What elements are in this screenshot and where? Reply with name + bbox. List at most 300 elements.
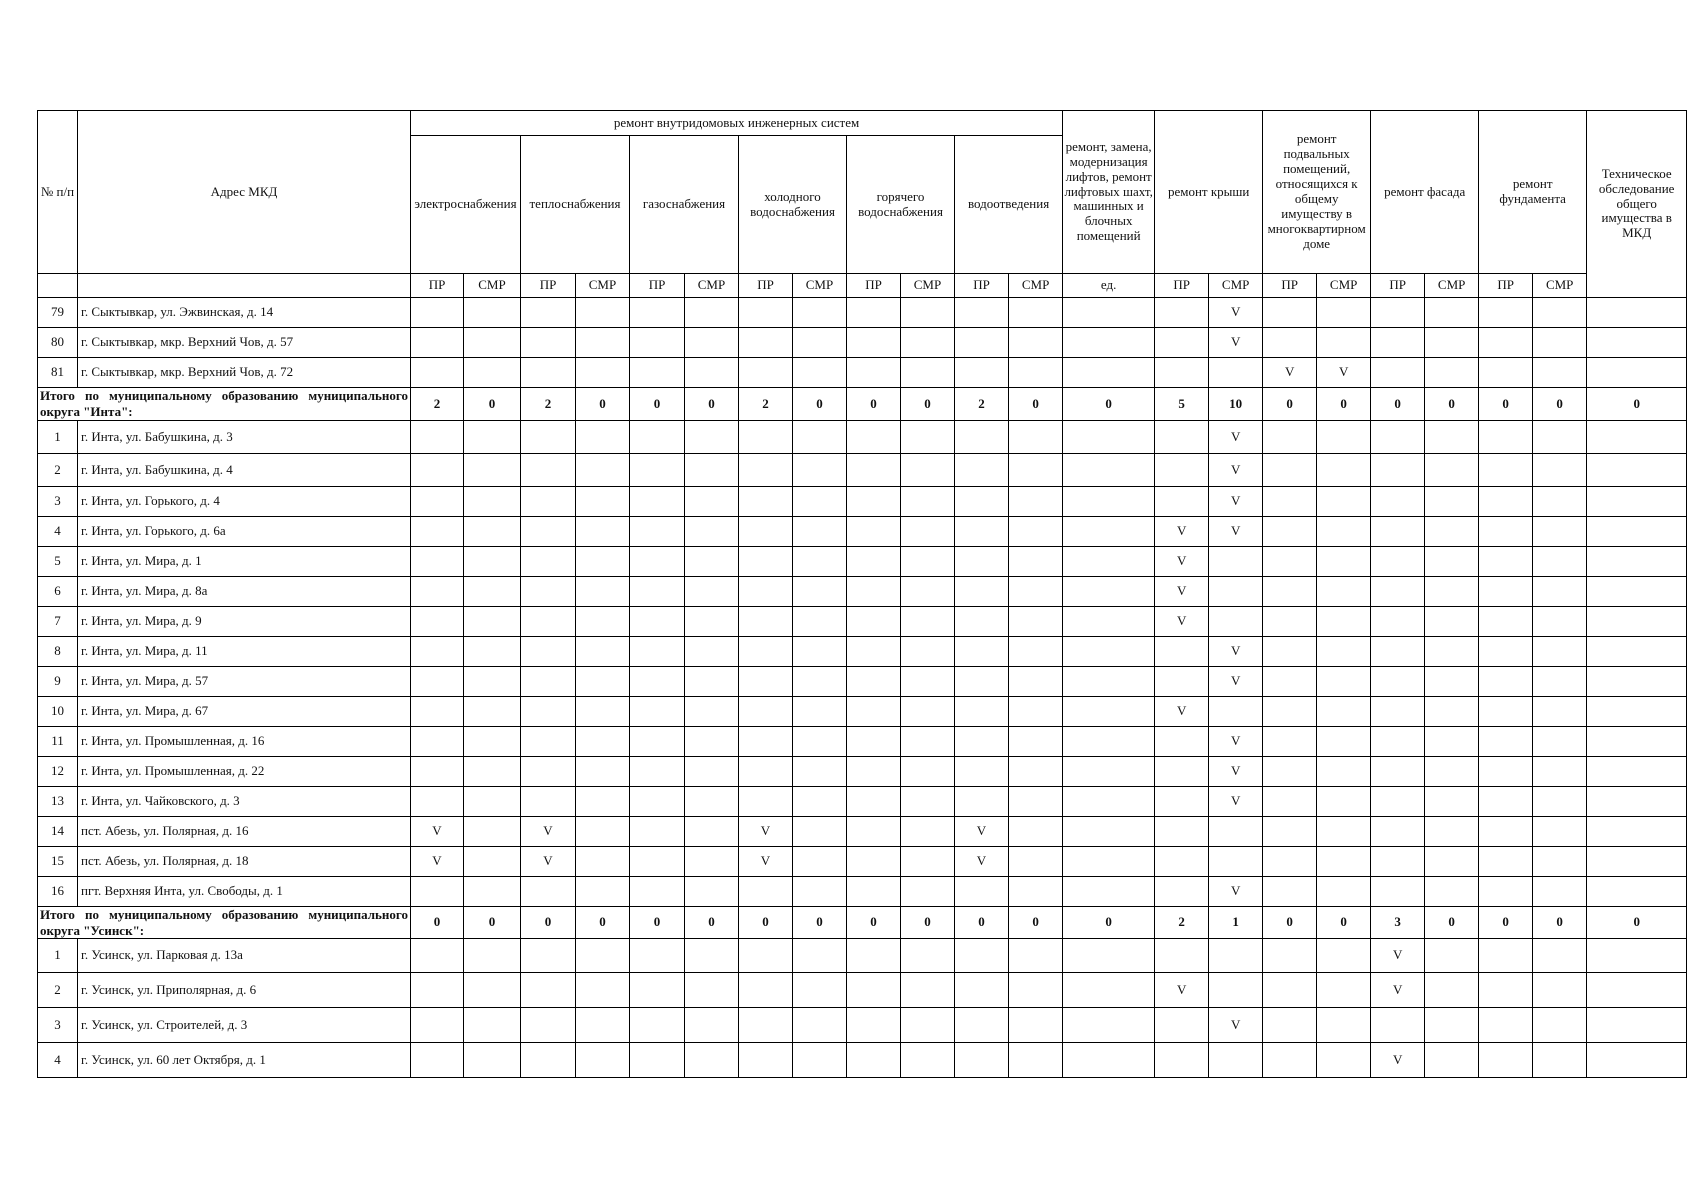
mark-cell bbox=[521, 577, 576, 607]
mark-cell bbox=[955, 757, 1009, 787]
sub-smr: СМР bbox=[1009, 274, 1063, 298]
mark-cell bbox=[685, 517, 739, 547]
mark-cell bbox=[630, 517, 685, 547]
mark-cell bbox=[576, 757, 630, 787]
mark-cell bbox=[1587, 727, 1687, 757]
mark-cell bbox=[521, 787, 576, 817]
mark-cell bbox=[1479, 358, 1533, 388]
mark-cell bbox=[685, 577, 739, 607]
mark-cell: V bbox=[1209, 877, 1263, 907]
mark-cell bbox=[901, 973, 955, 1008]
mark-cell bbox=[464, 817, 521, 847]
mark-cell bbox=[793, 973, 847, 1008]
mark-cell bbox=[847, 973, 901, 1008]
mark-cell bbox=[1533, 697, 1587, 727]
mark-cell bbox=[685, 727, 739, 757]
mark-cell bbox=[847, 454, 901, 487]
mark-cell bbox=[1263, 697, 1317, 727]
mark-cell bbox=[1263, 298, 1317, 328]
mark-cell bbox=[630, 547, 685, 577]
mark-cell bbox=[1425, 757, 1479, 787]
mark-cell bbox=[464, 487, 521, 517]
sub-pr: ПР bbox=[739, 274, 793, 298]
mark-cell: V bbox=[1209, 298, 1263, 328]
mark-cell bbox=[1317, 547, 1371, 577]
total-value-cell: 0 bbox=[521, 907, 576, 939]
mark-cell bbox=[739, 358, 793, 388]
mark-cell bbox=[630, 817, 685, 847]
mark-cell bbox=[739, 517, 793, 547]
mark-cell bbox=[1155, 939, 1209, 973]
mark-cell bbox=[1425, 637, 1479, 667]
mark-cell bbox=[793, 1043, 847, 1078]
total-label: Итого по муниципальному образованию муниципального округа "Усинск": bbox=[38, 907, 411, 939]
mark-cell bbox=[847, 697, 901, 727]
mark-cell bbox=[1009, 1043, 1063, 1078]
table-row bbox=[38, 697, 1687, 727]
total-value-cell: 0 bbox=[1063, 907, 1155, 939]
row-address: г. Инта, ул. Промышленная, д. 22 bbox=[78, 757, 411, 787]
mark-cell bbox=[1009, 487, 1063, 517]
total-value-cell: 0 bbox=[1009, 388, 1063, 421]
mark-cell bbox=[685, 757, 739, 787]
mark-cell bbox=[1587, 358, 1687, 388]
header-address-sub bbox=[78, 274, 411, 298]
mark-cell bbox=[630, 1008, 685, 1043]
total-value-cell: 0 bbox=[847, 907, 901, 939]
row-number: 9 bbox=[38, 667, 78, 697]
mark-cell bbox=[1209, 547, 1263, 577]
row-address: г. Инта, ул. Мира, д. 67 bbox=[78, 697, 411, 727]
sub-smr: СМР bbox=[1209, 274, 1263, 298]
mark-cell bbox=[576, 607, 630, 637]
mark-cell bbox=[901, 328, 955, 358]
mark-cell bbox=[1479, 667, 1533, 697]
mark-cell bbox=[901, 939, 955, 973]
mark-cell bbox=[464, 1008, 521, 1043]
sub-smr: СМР bbox=[685, 274, 739, 298]
mark-cell bbox=[1009, 517, 1063, 547]
mark-cell bbox=[1425, 577, 1479, 607]
mark-cell: V bbox=[955, 817, 1009, 847]
total-value-cell: 0 bbox=[847, 388, 901, 421]
mark-cell bbox=[1317, 1008, 1371, 1043]
mark-cell bbox=[1587, 517, 1687, 547]
mark-cell bbox=[1425, 328, 1479, 358]
mark-cell bbox=[1587, 607, 1687, 637]
total-row bbox=[38, 388, 1687, 421]
mark-cell bbox=[1209, 817, 1263, 847]
mark-cell bbox=[1425, 358, 1479, 388]
mark-cell bbox=[1479, 454, 1533, 487]
mark-cell bbox=[521, 727, 576, 757]
row-address: пст. Абезь, ул. Полярная, д. 16 bbox=[78, 817, 411, 847]
mark-cell bbox=[1263, 847, 1317, 877]
mark-cell bbox=[739, 1043, 793, 1078]
mark-cell bbox=[464, 1043, 521, 1078]
mark-cell bbox=[411, 757, 464, 787]
mark-cell bbox=[793, 328, 847, 358]
mark-cell bbox=[576, 637, 630, 667]
mark-cell bbox=[576, 547, 630, 577]
mark-cell bbox=[630, 328, 685, 358]
mark-cell bbox=[901, 787, 955, 817]
mark-cell bbox=[685, 637, 739, 667]
mark-cell bbox=[1371, 358, 1425, 388]
row-address: г. Инта, ул. Мира, д. 1 bbox=[78, 547, 411, 577]
mark-cell bbox=[1587, 1043, 1687, 1078]
row-number: 11 bbox=[38, 727, 78, 757]
total-row bbox=[38, 907, 1687, 939]
mark-cell bbox=[576, 358, 630, 388]
mark-cell bbox=[1317, 298, 1371, 328]
mark-cell bbox=[630, 577, 685, 607]
total-value-cell: 0 bbox=[1425, 388, 1479, 421]
row-address: пст. Абезь, ул. Полярная, д. 18 bbox=[78, 847, 411, 877]
mark-cell bbox=[1425, 487, 1479, 517]
mark-cell bbox=[576, 328, 630, 358]
mark-cell bbox=[901, 607, 955, 637]
mark-cell bbox=[793, 787, 847, 817]
mark-cell bbox=[739, 877, 793, 907]
table-row bbox=[38, 328, 1687, 358]
mark-cell bbox=[630, 667, 685, 697]
row-address: г. Инта, ул. Мира, д. 9 bbox=[78, 607, 411, 637]
mark-cell bbox=[1155, 817, 1209, 847]
mark-cell bbox=[464, 757, 521, 787]
mark-cell: V bbox=[411, 847, 464, 877]
mark-cell bbox=[955, 517, 1009, 547]
mark-cell bbox=[630, 454, 685, 487]
mark-cell bbox=[1155, 877, 1209, 907]
mark-cell bbox=[1317, 1043, 1371, 1078]
row-number: 81 bbox=[38, 358, 78, 388]
total-value-cell: 2 bbox=[1155, 907, 1209, 939]
mark-cell: V bbox=[1209, 487, 1263, 517]
mark-cell bbox=[1533, 547, 1587, 577]
mark-cell bbox=[1263, 817, 1317, 847]
mark-cell bbox=[847, 517, 901, 547]
row-number: 5 bbox=[38, 547, 78, 577]
mark-cell bbox=[576, 517, 630, 547]
mark-cell bbox=[1587, 577, 1687, 607]
mark-cell: V bbox=[739, 817, 793, 847]
sub-smr: СМР bbox=[576, 274, 630, 298]
mark-cell bbox=[1533, 454, 1587, 487]
mark-cell bbox=[1587, 817, 1687, 847]
mark-cell bbox=[1317, 787, 1371, 817]
total-value-cell: 0 bbox=[1317, 907, 1371, 939]
mark-cell bbox=[685, 547, 739, 577]
mark-cell bbox=[630, 607, 685, 637]
mark-cell bbox=[1063, 1008, 1155, 1043]
mark-cell bbox=[793, 637, 847, 667]
table-row bbox=[38, 877, 1687, 907]
total-value-cell: 0 bbox=[1587, 388, 1687, 421]
mark-cell bbox=[1317, 454, 1371, 487]
mark-cell: V bbox=[1155, 577, 1209, 607]
mark-cell bbox=[1063, 358, 1155, 388]
mark-cell bbox=[1479, 787, 1533, 817]
total-value-cell: 0 bbox=[793, 907, 847, 939]
mark-cell bbox=[1263, 637, 1317, 667]
mark-cell: V bbox=[1209, 637, 1263, 667]
row-address: г. Инта, ул. Мира, д. 11 bbox=[78, 637, 411, 667]
mark-cell bbox=[739, 487, 793, 517]
mark-cell bbox=[1263, 607, 1317, 637]
row-number: 2 bbox=[38, 454, 78, 487]
total-value-cell: 0 bbox=[793, 388, 847, 421]
mark-cell bbox=[576, 298, 630, 328]
mark-cell bbox=[1155, 727, 1209, 757]
mark-cell bbox=[1009, 637, 1063, 667]
row-address: г. Инта, ул. Мира, д. 57 bbox=[78, 667, 411, 697]
mark-cell bbox=[1587, 667, 1687, 697]
row-number: 12 bbox=[38, 757, 78, 787]
mark-cell bbox=[521, 939, 576, 973]
mark-cell bbox=[1479, 1008, 1533, 1043]
total-value-cell: 0 bbox=[1533, 388, 1587, 421]
mark-cell bbox=[1263, 517, 1317, 547]
mark-cell bbox=[1009, 727, 1063, 757]
mark-cell bbox=[793, 577, 847, 607]
mark-cell bbox=[847, 298, 901, 328]
row-address: г. Инта, ул. Горького, д. 4 bbox=[78, 487, 411, 517]
mark-cell bbox=[685, 298, 739, 328]
mark-cell bbox=[685, 697, 739, 727]
mark-cell bbox=[1209, 939, 1263, 973]
table-row bbox=[38, 757, 1687, 787]
mark-cell bbox=[1533, 877, 1587, 907]
mark-cell bbox=[464, 328, 521, 358]
mark-cell bbox=[1479, 697, 1533, 727]
mark-cell bbox=[1533, 358, 1587, 388]
mark-cell bbox=[1063, 547, 1155, 577]
mark-cell bbox=[901, 487, 955, 517]
mark-cell bbox=[1063, 667, 1155, 697]
mark-cell bbox=[793, 358, 847, 388]
mark-cell bbox=[793, 607, 847, 637]
mark-cell bbox=[630, 358, 685, 388]
mark-cell: V bbox=[1209, 421, 1263, 454]
header-basement: ремонт подвальных помещений, относящихся к общему имуществу в многоквартирном доме bbox=[1263, 111, 1371, 274]
mark-cell bbox=[739, 328, 793, 358]
mark-cell bbox=[793, 298, 847, 328]
total-value-cell: 0 bbox=[576, 388, 630, 421]
total-value-cell: 0 bbox=[1263, 388, 1317, 421]
row-number: 1 bbox=[38, 421, 78, 454]
mark-cell bbox=[1263, 787, 1317, 817]
row-address: г. Сыктывкар, мкр. Верхний Чов, д. 72 bbox=[78, 358, 411, 388]
mark-cell bbox=[1317, 637, 1371, 667]
mark-cell bbox=[464, 667, 521, 697]
mark-cell bbox=[901, 757, 955, 787]
sub-smr: СМР bbox=[1425, 274, 1479, 298]
mark-cell bbox=[1209, 973, 1263, 1008]
table-row bbox=[38, 939, 1687, 973]
mark-cell bbox=[521, 1043, 576, 1078]
mark-cell bbox=[739, 787, 793, 817]
mark-cell bbox=[521, 487, 576, 517]
row-number: 3 bbox=[38, 487, 78, 517]
mark-cell: V bbox=[1155, 517, 1209, 547]
mark-cell bbox=[1425, 697, 1479, 727]
table-row bbox=[38, 1043, 1687, 1078]
mark-cell bbox=[1317, 487, 1371, 517]
mark-cell bbox=[1155, 298, 1209, 328]
mark-cell bbox=[793, 697, 847, 727]
mark-cell bbox=[1263, 939, 1317, 973]
mark-cell bbox=[955, 328, 1009, 358]
total-value-cell: 2 bbox=[521, 388, 576, 421]
mark-cell bbox=[955, 577, 1009, 607]
total-value-cell: 0 bbox=[464, 388, 521, 421]
mark-cell bbox=[847, 328, 901, 358]
mark-cell bbox=[464, 637, 521, 667]
total-value-cell: 0 bbox=[685, 388, 739, 421]
mark-cell bbox=[1155, 667, 1209, 697]
mark-cell bbox=[521, 547, 576, 577]
mark-cell bbox=[1263, 1043, 1317, 1078]
mark-cell bbox=[576, 577, 630, 607]
total-value-cell: 0 bbox=[955, 907, 1009, 939]
mark-cell bbox=[793, 727, 847, 757]
mark-cell bbox=[1479, 973, 1533, 1008]
mark-cell bbox=[411, 727, 464, 757]
row-address: г. Сыктывкар, мкр. Верхний Чов, д. 57 bbox=[78, 328, 411, 358]
mark-cell bbox=[685, 939, 739, 973]
mark-cell bbox=[630, 973, 685, 1008]
row-address: г. Инта, ул. Чайковского, д. 3 bbox=[78, 787, 411, 817]
mark-cell: V bbox=[1209, 757, 1263, 787]
total-value-cell: 0 bbox=[1533, 907, 1587, 939]
mark-cell bbox=[576, 847, 630, 877]
mark-cell bbox=[739, 939, 793, 973]
row-address: г. Сыктывкар, ул. Эжвинская, д. 14 bbox=[78, 298, 411, 328]
mark-cell bbox=[1479, 487, 1533, 517]
total-value-cell: 0 bbox=[1479, 907, 1533, 939]
mark-cell bbox=[739, 757, 793, 787]
mark-cell bbox=[847, 1008, 901, 1043]
table-row bbox=[38, 487, 1687, 517]
row-number: 14 bbox=[38, 817, 78, 847]
table-row bbox=[38, 1008, 1687, 1043]
table-row bbox=[38, 421, 1687, 454]
mark-cell bbox=[464, 697, 521, 727]
mark-cell bbox=[793, 547, 847, 577]
mark-cell bbox=[1317, 757, 1371, 787]
mark-cell bbox=[1063, 939, 1155, 973]
row-number: 8 bbox=[38, 637, 78, 667]
total-value-cell: 2 bbox=[955, 388, 1009, 421]
mark-cell bbox=[1263, 328, 1317, 358]
mark-cell bbox=[955, 487, 1009, 517]
header-facade: ремонт фасада bbox=[1371, 111, 1479, 274]
mark-cell bbox=[1533, 973, 1587, 1008]
mark-cell bbox=[1587, 454, 1687, 487]
mark-cell bbox=[521, 667, 576, 697]
mark-cell bbox=[1263, 757, 1317, 787]
sub-smr: СМР bbox=[464, 274, 521, 298]
mark-cell bbox=[901, 577, 955, 607]
mark-cell bbox=[739, 727, 793, 757]
header-gas: газоснабжения bbox=[630, 136, 739, 274]
mark-cell bbox=[901, 1008, 955, 1043]
sub-pr: ПР bbox=[411, 274, 464, 298]
mark-cell bbox=[901, 817, 955, 847]
row-number: 7 bbox=[38, 607, 78, 637]
mark-cell bbox=[1587, 697, 1687, 727]
mark-cell bbox=[630, 757, 685, 787]
mark-cell bbox=[630, 487, 685, 517]
mark-cell bbox=[739, 607, 793, 637]
mark-cell bbox=[1371, 577, 1425, 607]
mark-cell bbox=[1587, 1008, 1687, 1043]
mark-cell bbox=[1533, 1008, 1587, 1043]
mark-cell bbox=[901, 637, 955, 667]
mark-cell bbox=[1209, 1043, 1263, 1078]
mark-cell bbox=[955, 607, 1009, 637]
mark-cell bbox=[955, 877, 1009, 907]
total-value-cell: 0 bbox=[411, 907, 464, 939]
mark-cell bbox=[1533, 607, 1587, 637]
mark-cell bbox=[521, 421, 576, 454]
mark-cell bbox=[1009, 607, 1063, 637]
mark-cell bbox=[955, 637, 1009, 667]
mark-cell bbox=[847, 607, 901, 637]
mark-cell bbox=[1263, 1008, 1317, 1043]
row-number: 6 bbox=[38, 577, 78, 607]
total-value-cell: 0 bbox=[576, 907, 630, 939]
total-value-cell: 0 bbox=[630, 907, 685, 939]
mark-cell bbox=[411, 298, 464, 328]
mark-cell bbox=[1317, 607, 1371, 637]
mark-cell bbox=[1155, 1043, 1209, 1078]
mark-cell bbox=[1009, 454, 1063, 487]
mark-cell bbox=[1371, 547, 1425, 577]
mark-cell bbox=[1479, 727, 1533, 757]
mark-cell bbox=[1587, 637, 1687, 667]
mark-cell bbox=[411, 667, 464, 697]
mark-cell bbox=[464, 547, 521, 577]
table-row bbox=[38, 454, 1687, 487]
mark-cell bbox=[1263, 577, 1317, 607]
mark-cell: V bbox=[521, 817, 576, 847]
mark-cell bbox=[901, 547, 955, 577]
mark-cell bbox=[464, 939, 521, 973]
row-number: 3 bbox=[38, 1008, 78, 1043]
mark-cell bbox=[411, 637, 464, 667]
mark-cell bbox=[793, 454, 847, 487]
row-address: пгт. Верхняя Инта, ул. Свободы, д. 1 bbox=[78, 877, 411, 907]
sub-pr: ПР bbox=[1371, 274, 1425, 298]
mark-cell bbox=[1371, 727, 1425, 757]
table-body bbox=[38, 298, 1687, 1078]
mark-cell bbox=[576, 939, 630, 973]
mark-cell bbox=[1425, 973, 1479, 1008]
row-address: г. Усинск, ул. Приполярная, д. 6 bbox=[78, 973, 411, 1008]
mark-cell bbox=[1317, 973, 1371, 1008]
mark-cell bbox=[1371, 1008, 1425, 1043]
mark-cell bbox=[1063, 877, 1155, 907]
mark-cell bbox=[576, 973, 630, 1008]
mark-cell bbox=[1009, 973, 1063, 1008]
mark-cell bbox=[1479, 547, 1533, 577]
sub-pr: ПР bbox=[1155, 274, 1209, 298]
mark-cell bbox=[521, 1008, 576, 1043]
mark-cell bbox=[1587, 487, 1687, 517]
mark-cell: V bbox=[1209, 1008, 1263, 1043]
